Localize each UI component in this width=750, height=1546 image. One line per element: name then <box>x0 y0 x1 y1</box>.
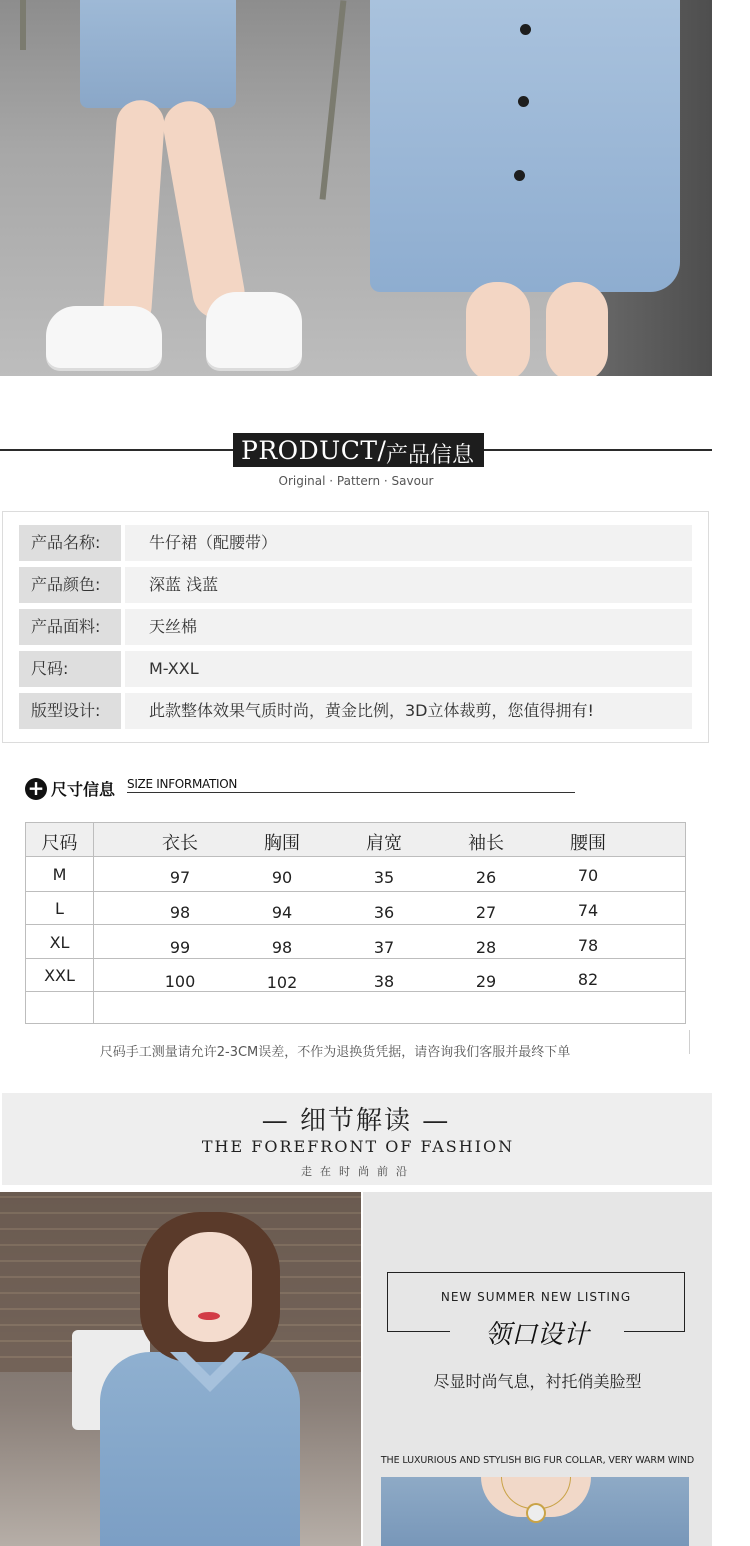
info-value: 牛仔裙（配腰带） <box>125 525 692 561</box>
table-cell: 97 <box>169 868 191 887</box>
detail-subtitle: 走在时尚前沿 <box>301 1165 415 1178</box>
table-column-divider <box>93 823 94 1023</box>
table-cell-size: XXL <box>44 966 75 985</box>
divider <box>689 1030 690 1054</box>
size-title-rule <box>127 792 575 793</box>
photo-face <box>168 1232 252 1342</box>
table-cell: 70 <box>577 866 599 885</box>
table-header-cell: 胸围 <box>264 833 300 854</box>
table-cell-size: XL <box>49 933 70 952</box>
table-cell: 26 <box>475 868 497 887</box>
detail-title-en: THE FOREFRONT OF FASHION <box>201 1137 515 1156</box>
photo-leg <box>102 99 166 332</box>
header-rule-left <box>0 449 233 451</box>
photo-sneaker <box>46 306 162 368</box>
photo-button <box>520 24 531 35</box>
size-title-cn: 尺寸信息 <box>51 780 116 799</box>
info-label: 尺码: <box>19 651 121 687</box>
table-cell: 29 <box>475 972 497 991</box>
photo-lips <box>198 1312 220 1320</box>
header-rule-right <box>484 449 712 451</box>
table-header-cell: 尺码 <box>41 833 78 854</box>
table-cell: 37 <box>373 938 395 957</box>
feature-tag: NEW SUMMER NEW LISTING <box>440 1290 632 1304</box>
photo-pendant <box>528 1505 544 1521</box>
info-label: 产品颜色: <box>19 567 121 603</box>
table-header-cell: 袖长 <box>468 833 504 854</box>
table-cell: 36 <box>373 903 395 922</box>
table-divider <box>26 991 685 992</box>
table-cell: 90 <box>271 868 293 887</box>
info-row-color <box>19 567 692 603</box>
table-divider <box>26 924 685 925</box>
product-header-cn: 产品信息 <box>386 443 475 468</box>
feature-title: 领口设计 <box>484 1320 589 1350</box>
table-cell: 38 <box>373 972 395 991</box>
table-header-cell: 腰围 <box>570 833 606 854</box>
table-cell: 99 <box>169 938 191 957</box>
info-value: 天丝棉 <box>125 609 692 645</box>
plus-circle-icon: + <box>25 778 47 800</box>
table-cell: 27 <box>475 903 497 922</box>
photo-stool-leg <box>20 0 26 50</box>
table-cell: 35 <box>373 868 395 887</box>
feature-caption-en: THE LUXURIOUS AND STYLISH BIG FUR COLLAR, VERY WARM WIND <box>380 1455 695 1466</box>
table-cell-size: M <box>52 865 67 884</box>
info-value: 深蓝 浅蓝 <box>125 567 692 603</box>
table-cell: 94 <box>271 903 293 922</box>
table-divider <box>26 891 685 892</box>
table-cell-size: L <box>55 899 64 918</box>
size-table <box>25 822 686 1024</box>
photo-button <box>514 170 525 181</box>
table-cell: 28 <box>475 938 497 957</box>
table-cell: 102 <box>266 973 298 992</box>
table-header-cell: 衣长 <box>162 833 198 854</box>
size-title-en: SIZE INFORMATION <box>127 777 238 791</box>
table-cell: 98 <box>271 938 293 957</box>
model-photo <box>0 1192 361 1546</box>
photo-stool-leg <box>320 0 347 200</box>
photo-skirt-left <box>80 0 236 108</box>
photo-leg <box>159 97 248 323</box>
info-label: 产品面料: <box>19 609 121 645</box>
info-row-design <box>19 693 692 729</box>
photo-button <box>518 96 529 107</box>
info-label: 产品名称: <box>19 525 121 561</box>
table-cell: 82 <box>577 970 599 989</box>
table-divider <box>26 958 685 959</box>
collar-detail-photo <box>381 1477 689 1546</box>
info-value: M-XXL <box>125 651 692 687</box>
photo-leg <box>466 282 530 376</box>
info-value: 此款整体效果气质时尚，黄金比例，3D立体裁剪，您值得拥有! <box>125 693 692 729</box>
table-header-cell: 肩宽 <box>366 833 402 854</box>
info-row-fabric <box>19 609 692 645</box>
info-row-size <box>19 651 692 687</box>
detail-title-cn: — 细节解读 — <box>261 1106 451 1136</box>
info-label: 版型设计: <box>19 693 121 729</box>
product-photo-skirt <box>0 0 712 376</box>
product-info-box <box>2 511 709 743</box>
table-cell: 74 <box>577 901 599 920</box>
photo-skirt-right <box>370 0 680 292</box>
size-note: 尺码手工测量请允许2-3CM误差，不作为退换货凭据，请咨询我们客服并最终下单 <box>99 1045 571 1060</box>
table-cell: 78 <box>577 936 599 955</box>
product-header-en: PRODUCT/ <box>241 436 387 465</box>
photo-sneaker <box>206 292 302 368</box>
info-row-name <box>19 525 692 561</box>
table-cell: 100 <box>164 972 196 991</box>
photo-leg <box>546 282 608 376</box>
product-header-subtitle: Original · Pattern · Savour <box>278 474 434 488</box>
table-cell: 98 <box>169 903 191 922</box>
feature-description: 尽显时尚气息，衬托俏美脸型 <box>433 1372 642 1391</box>
